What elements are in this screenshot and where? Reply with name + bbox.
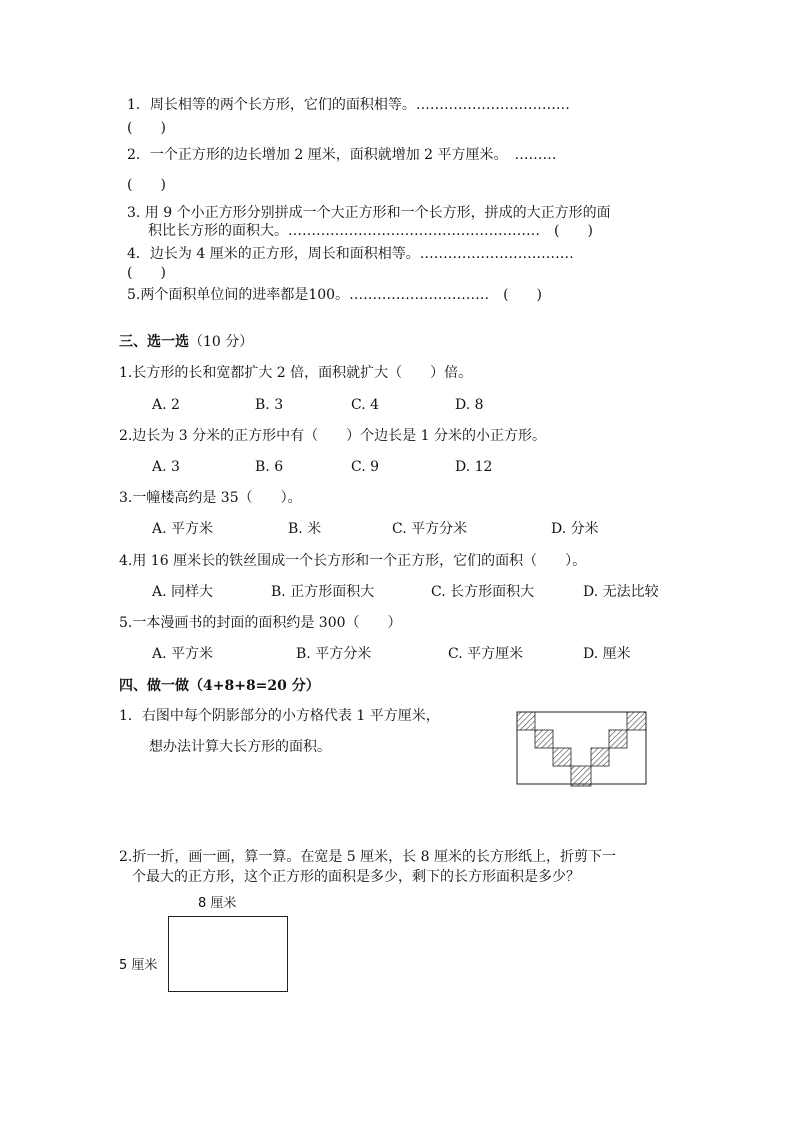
section3-title: 三、选一选 [119, 334, 189, 350]
choice-q5-option-a[interactable]: A. 平方米 [152, 646, 214, 662]
choice-q2-option-d[interactable]: D. 12 [455, 459, 493, 475]
choice-q5-option-d[interactable]: D. 厘米 [583, 646, 631, 662]
judge-q3-line1: 3. 用 9 个小正方形分别拼成一个大正方形和一个长方形，拼成的大正方形的面 [127, 205, 611, 221]
choice-q4: 4.用 16 厘米长的铁丝围成一个长方形和一个正方形，它们的面积（ ）。 [119, 553, 587, 569]
choice-q4-option-b[interactable]: B. 正方形面积大 [271, 584, 375, 600]
choice-q3: 3.一幢楼高约是 35（ ）。 [119, 490, 302, 506]
do-q2-line2: 个最大的正方形，这个正方形的面积是多少，剩下的长方形面积是多少？ [132, 869, 580, 885]
choice-q5-option-b[interactable]: B. 平方分米 [296, 646, 372, 662]
judge-q1-answer[interactable]: ( ) [127, 120, 166, 136]
choice-q1-option-a[interactable]: A. 2 [152, 397, 180, 413]
do-q1-line2: 想办法计算大长方形的面积。 [149, 739, 331, 755]
section4-score: （4+8+8=20 分） [189, 678, 320, 694]
judge-q4-answer[interactable]: ( ) [127, 265, 166, 281]
section3-heading [119, 333, 253, 351]
choice-q3-option-d[interactable]: D. 分米 [551, 521, 599, 537]
judge-q2-answer[interactable]: ( ) [127, 177, 166, 193]
choice-q4-option-a[interactable]: A. 同样大 [152, 584, 214, 600]
choice-q2-option-c[interactable]: C. 9 [351, 459, 380, 475]
shaded-grid-figure [516, 711, 648, 787]
judge-q2: 2．一个正方形的边长增加 2 厘米，面积就增加 2 平方厘米。 ……… [127, 147, 557, 163]
choice-q4-option-d[interactable]: D. 无法比较 [583, 584, 659, 600]
section4-heading [119, 677, 320, 695]
choice-q2-option-a[interactable]: A. 3 [152, 459, 180, 475]
length-label: 8 厘米 [198, 896, 237, 911]
choice-q1: 1.长方形的长和宽都扩大 2 倍，面积就扩大（ ）倍。 [119, 365, 473, 381]
choice-q5: 5.一本漫画书的封面的面积约是 300（ ） [119, 615, 402, 631]
choice-q4-option-c[interactable]: C. 长方形面积大 [431, 584, 535, 600]
choice-q2: 2.边长为 3 分米的正方形中有（ ）个边长是 1 分米的小正方形。 [119, 428, 546, 444]
choice-q2-option-b[interactable]: B. 6 [255, 459, 284, 475]
do-q2-line1: 2.折一折，画一画，算一算。在宽是 5 厘米，长 8 厘米的长方形纸上，折剪下一 [119, 849, 616, 865]
do-q1-line1: 1．右图中每个阴影部分的小方格代表 1 平方厘米， [119, 708, 440, 724]
judge-q3-line2: 积比长方形的面积大。……………………………………………… ( ) [148, 223, 593, 239]
width-label: 5 厘米 [119, 958, 158, 973]
choice-q3-option-a[interactable]: A. 平方米 [152, 521, 214, 537]
choice-q1-option-c[interactable]: C. 4 [351, 397, 380, 413]
judge-q4: 4．边长为 4 厘米的正方形，周长和面积相等。…………………………… [127, 246, 574, 262]
choice-q3-option-b[interactable]: B. 米 [288, 521, 322, 537]
judge-q1: 1．周长相等的两个长方形，它们的面积相等。…………………………… [127, 97, 570, 113]
judge-q5: 5.两个面积单位间的进率都是100。………………………… ( ) [127, 287, 543, 303]
choice-q1-option-b[interactable]: B. 3 [255, 397, 284, 413]
section3-score: （10 分） [189, 334, 254, 350]
paper-rectangle [168, 916, 288, 992]
choice-q3-option-c[interactable]: C. 平方分米 [392, 521, 468, 537]
choice-q5-option-c[interactable]: C. 平方厘米 [448, 646, 524, 662]
choice-q1-option-d[interactable]: D. 8 [455, 397, 484, 413]
section4-title: 四、做一做 [119, 678, 189, 694]
